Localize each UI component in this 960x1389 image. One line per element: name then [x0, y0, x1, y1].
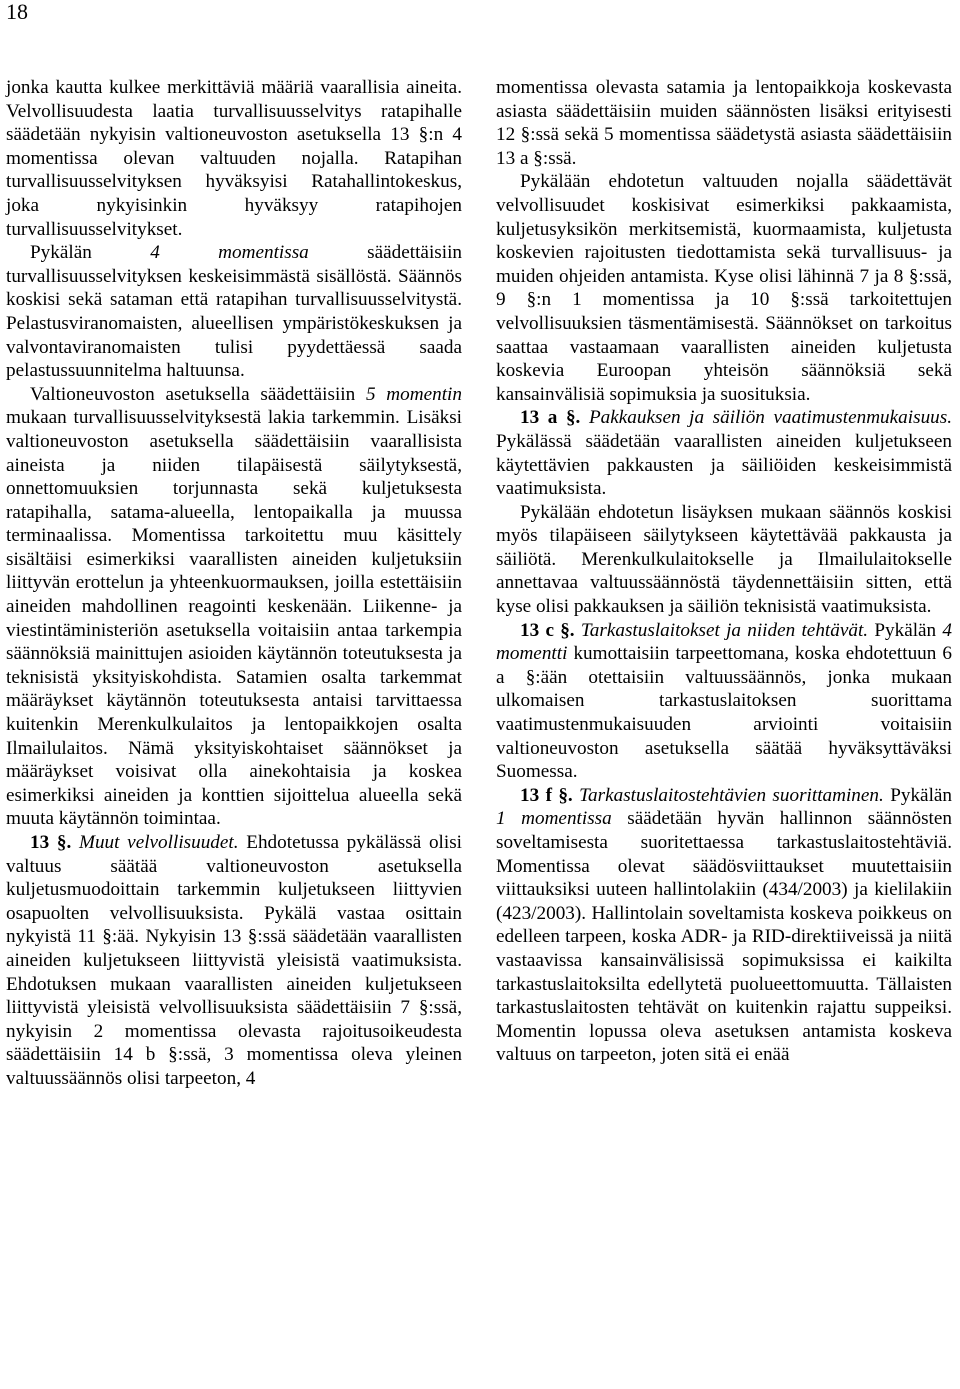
- section-number: 13 a §.: [520, 407, 581, 429]
- paragraph-text: säädettäisiin turvallisuusselvityksen keskeisimmästä sisällöstä. Säännös koskisi sekä sataman että ratapihan turvallisuusselvitystä. Pelastusviranomaisten, alueellisen ympäristökeskuksen ja valvontaviranomaisten tulisi pyydettäessä saada pelastussuunnitelma haltuunsa.: [6, 242, 462, 382]
- paragraph-text: säädetään hyvän hallinnon säännösten soveltamisesta suoritettaessa tarkastuslaitostehtäviä. Momentissa olevat säädösviittaukset muutettaisiin viittauksiksi uuteen hallintolakiin (434/2003) ja kielilakiin (423/2003). Hallintolain soveltamista koskeva poikkeus on edelleen tarpeen, koska ADR- ja RID-direktiiveissä ja niitä vastaavissa kansainvälisissä sopimuksissa ei kaikilta tarkastuslaitoksilta edellytetä puolueettomuutta. Tällaisten tarkastuslaitosten tehtävät on kuitenkin rajattu suppeiksi. Momentin lopussa oleva asetuksen antamista koskeva valtuus on tarpeeton, joten sitä ei enää: [496, 808, 952, 1066]
- section-title: Tarkastuslaitostehtävien suorittaminen.: [579, 784, 884, 806]
- paragraph-text: Pykälän: [868, 619, 943, 641]
- section-title: Pakkauksen ja säiliön vaatimustenmukaisuus.: [588, 407, 953, 429]
- paragraph: jonka kautta kulkee merkittäviä määriä vaarallisia aineita. Velvollisuudesta laatia turvallisuusselvitys ratapihalle säädetään nykyisin valtioneuvoston asetuksella 13 §:n 4 momentissa olevan valtuuden nojalla. Ratapihan turvallisuusselvityksen hyväksyisi Ratahallintokeskus, joka nykyisinkin hyväksyy ratapihojen turvallisuusselvitykset.: [6, 77, 462, 240]
- paragraph: Pykälään ehdotetun lisäyksen mukaan säännös koskisi myös tilapäiseen säilytykseen käytettävää pakkausta ja säiliötä. Merenkulkulaitokselle ja Ilmailulaitokselle annettavaa valtuussäännöstä täydennettäisiin sitten, että kyse olisi pakkauksen ja säiliön teknisistä vaatimuksista.: [496, 501, 952, 618]
- paragraph-text: mukaan turvallisuusselvityksestä lakia tarkemmin. Lisäksi valtioneuvoston asetuksella säädettäisiin vaarallisista aineista ja niiden tilapäisestä säilytyksestä, onnettomuuksien torjunnasta sekä kuljetuksesta ratapihalla, satama-alueella, lentopaikalla ja muussa terminaalissa. Momentissa tarkoitettu muu käsittely sisältäisi esimerkiksi vaarallisten aineiden kuljetuksiin liittyvän erottelun ja yhteenkuormauksen, joilla estettäisiin aineiden mahdollinen reagointi keskenään. Liikenne- ja viestintäministeriön asetuksella voitaisiin antaa tarkempia säännöksiä mainittujen asioiden käytännön toteutuksesta ja teknisistä yksityiskohdista. Satamien osalta tarkemmat määräykset käytännön toteutuksesta antaisi tarvittaessa kuitenkin Merenkulkulaitos ja lentopaikkojen osalta Ilmailulaitos. Nämä yksityiskohtaiset säännökset ja määräykset voisivat olla ainekohtaisia ja koskea esimerkiksi aineiden ja konttien sijoittelua alueella sekä muuta käytännön toimintaa.: [6, 407, 462, 830]
- section-number: 13 f §.: [520, 784, 573, 806]
- paragraph-text: Pykälän: [883, 784, 953, 806]
- paragraph-emphasis: 1 momentissa: [496, 808, 612, 830]
- paragraph: [6, 241, 462, 383]
- section-paragraph: [6, 831, 462, 1091]
- paragraph: Pykälään ehdotetun valtuuden nojalla säädettävät velvollisuudet koskisivat esimerkiksi pakkaamista, kuljetusyksikön merkitsemistä, kuormaamista, kuljetusta koskevien rajoitusten tiedottamista sekä turvallisuus- ja muiden ohjeiden antamista. Kyse olisi lähinnä 7 ja 8 §:ssä, 9 §:n 1 momentissa ja 10 §:ssä tarkoitettujen velvollisuuksien täsmentämisestä. Säännökset on tarkoitus saattaa vastaamaan vaarallisten aineiden kuljetusta koskevia Euroopan yhteisön säännöksiä sekä kansainvälisiä sopimuksia ja suosituksia.: [496, 171, 952, 405]
- paragraph-emphasis: 4 momentissa: [150, 242, 309, 264]
- paragraph-emphasis: 5 momentin: [365, 383, 462, 405]
- page-number: 18: [6, 0, 28, 24]
- paragraph-text: Pykälän: [30, 242, 151, 264]
- section-number: 13 §.: [30, 832, 72, 853]
- paragraph: [6, 383, 462, 831]
- paragraph-emphasis: 4 momentti: [496, 619, 952, 665]
- paragraph-text: Ehdotetussa pykälässä olisi valtuus säätää valtioneuvoston asetuksella kuljetusmuodoittain tarkemmin kuljetukseen liittyvien osapuolten velvollisuuksista. Pykälä vastaa osittain nykyistä 11 §:ää. Nykyisin 13 §:ssä säädetään vaarallisten aineiden kuljetukseen liittyvistä yleisistä vaatimuksista. Ehdotuksen mukaan vaarallisten aineiden kuljetukseen liittyvistä yleisistä velvollisuuksista säädettäisiin 7 §:ssä, nykyisin 2 momentissa olevasta rajoitusoikeudesta säädettäisiin 14 b §:ssä, 3 momentissa oleva yleinen valtuussäännös olisi tarpeeton, 4: [6, 832, 463, 1089]
- paragraph: momentissa olevasta satamia ja lentopaikkoja koskevasta asiasta säädettäisiin muiden säännösten lisäksi erityisesti 12 §:ssä sekä 5 momentissa säädetystä asiasta säädettäisiin 13 a §:ssä.: [496, 77, 952, 169]
- section-paragraph: [496, 784, 952, 1067]
- section-title: Muut velvollisuudet.: [78, 832, 239, 853]
- section-number: 13 c §.: [520, 619, 575, 641]
- right-column: [496, 76, 952, 1067]
- section-paragraph: [496, 619, 952, 784]
- section-title: Tarkastuslaitokset ja niiden tehtävät.: [580, 619, 869, 641]
- section-paragraph: [496, 406, 952, 500]
- paragraph-text: Pykälässä säädetään vaarallisten aineiden kuljetukseen käytettävien pakkausten ja säiliöiden keskeisimmistä vaatimuksista.: [496, 430, 952, 500]
- paragraph-text: kumottaisiin tarpeettomana, koska ehdotettuun 6 a §:ään otettaisiin valtuussäännös, jonka mukaan ulkomaisen tarkastuslaitoksen suorittama vaatimustenmukaisuuden arviointi voitaisiin valtioneuvoston asetuksella säätää hyväksyttäväksi Suomessa.: [496, 643, 952, 783]
- left-column: [6, 76, 462, 1091]
- paragraph-text: Valtioneuvoston asetuksella säädettäisiin: [30, 383, 366, 405]
